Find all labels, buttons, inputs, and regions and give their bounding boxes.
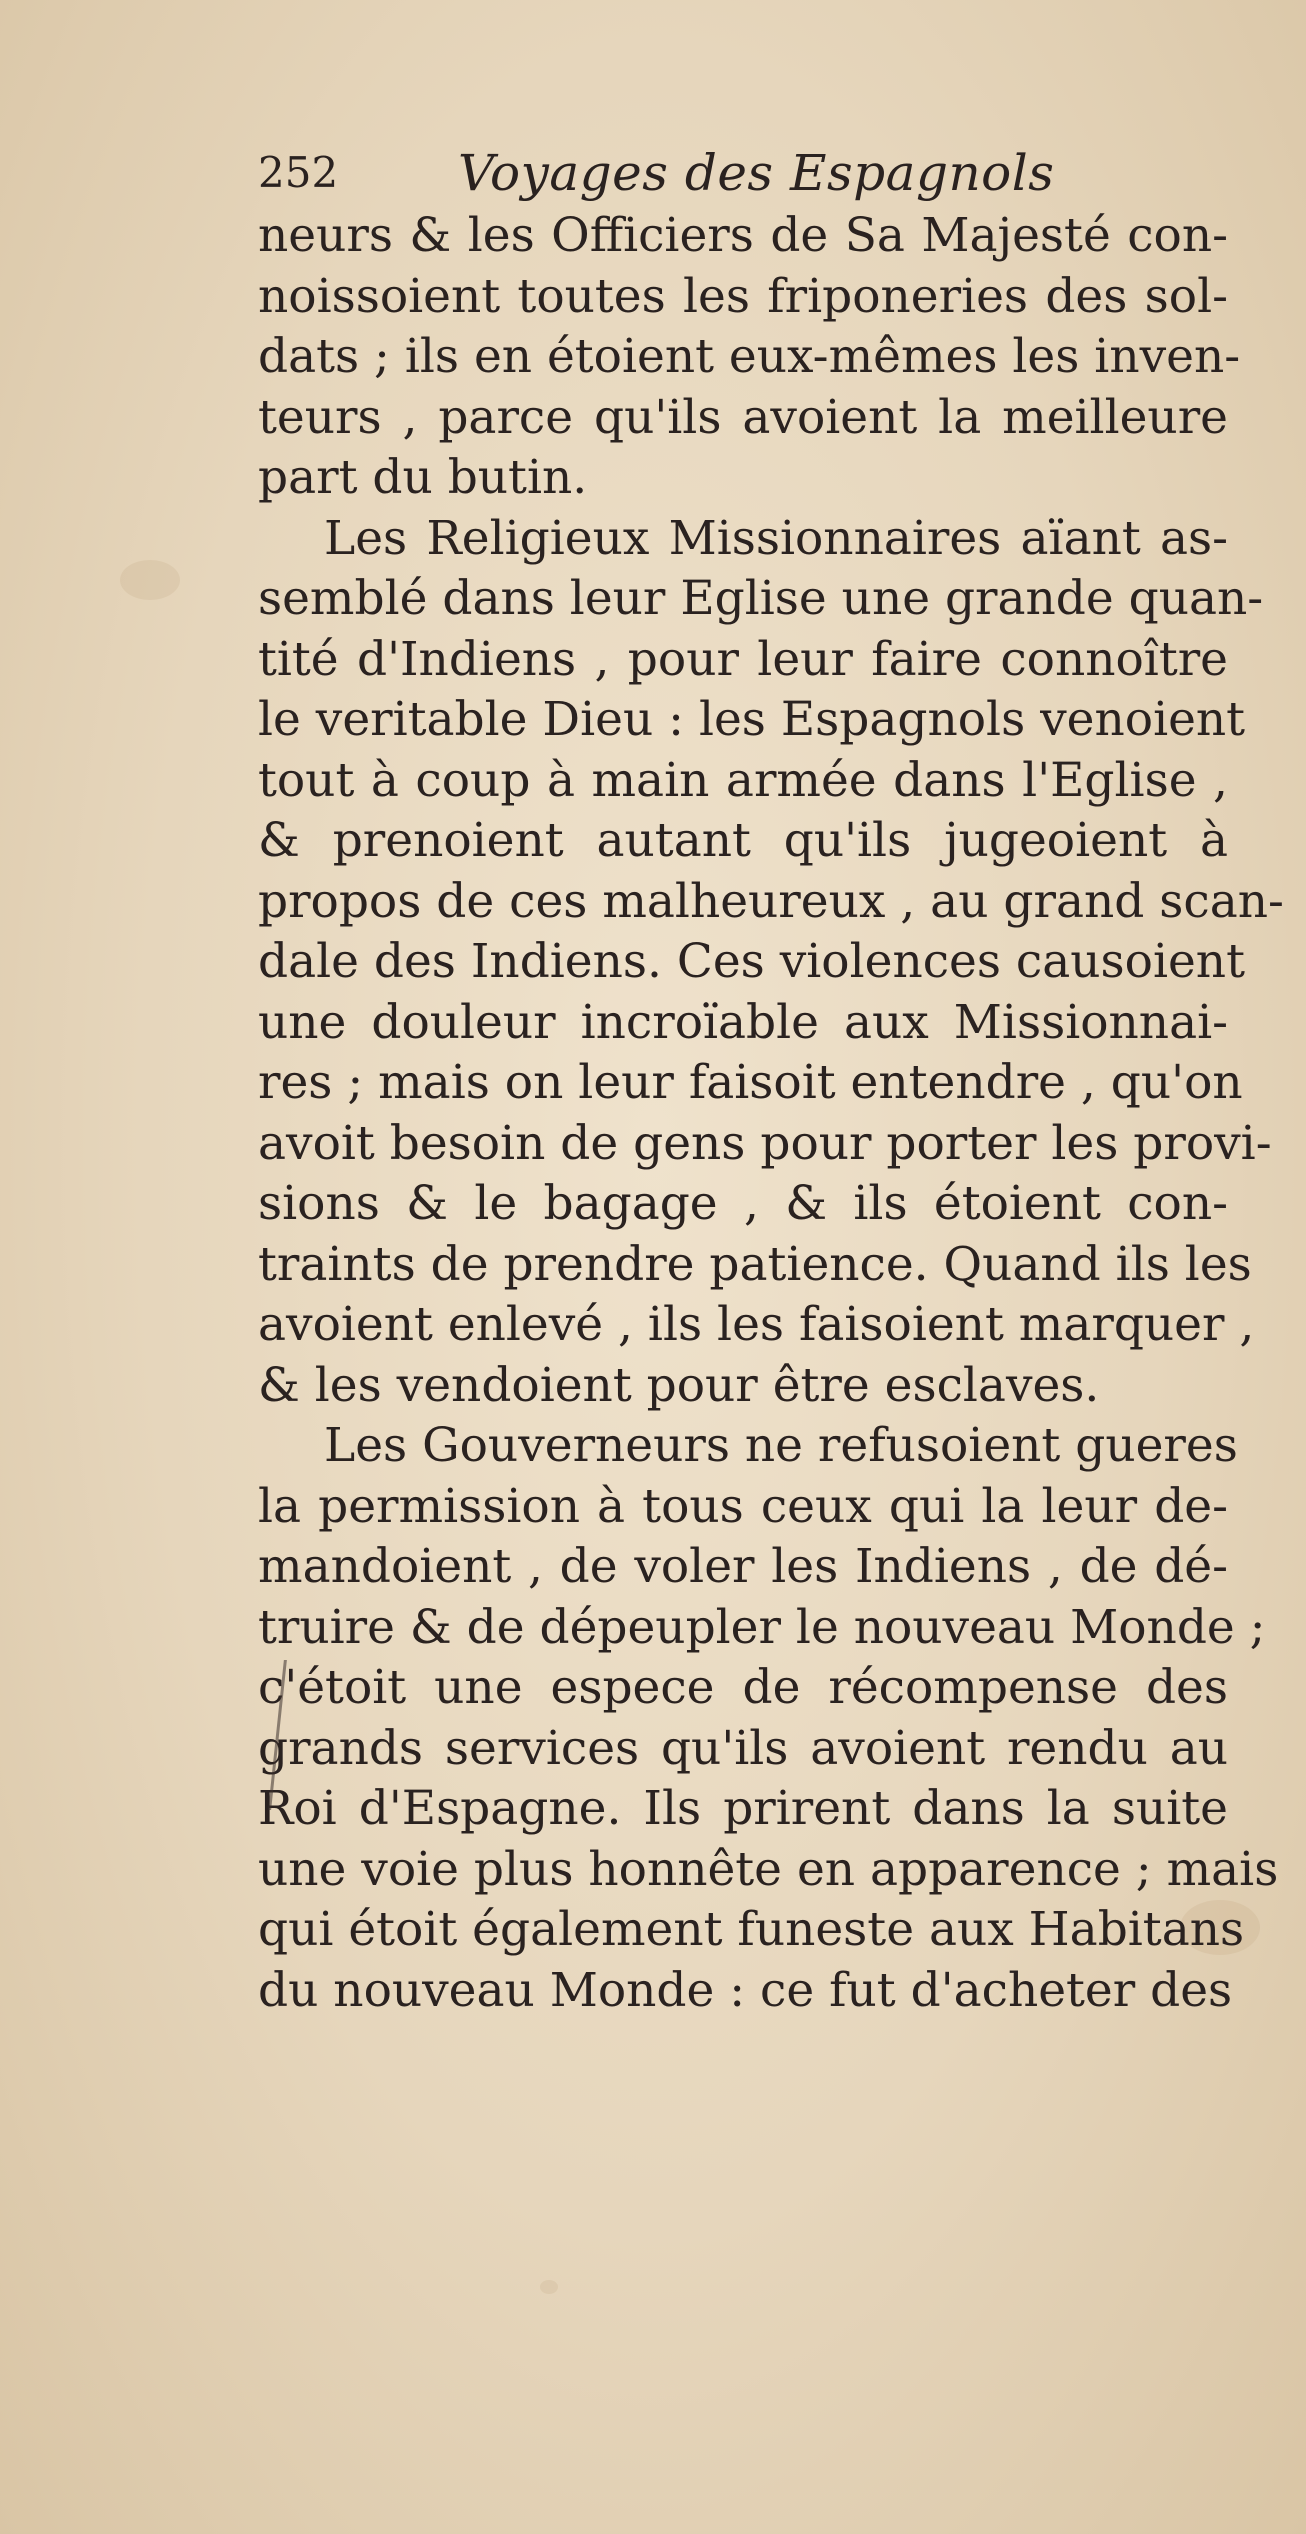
text-line: qui étoit également funeste aux Habitans bbox=[258, 1902, 1245, 1957]
text-line: & les vendoient pour être esclaves. bbox=[258, 1357, 1100, 1413]
text-line: tout à coup à main armée dans l'Eglise , bbox=[258, 752, 1228, 808]
text-line: une douleur incroïable aux Missionnai- bbox=[258, 994, 1228, 1050]
running-head-title: Voyages des Espagnols bbox=[458, 144, 1055, 202]
text-line: tité d'Indiens , pour leur faire connoître bbox=[258, 631, 1228, 687]
text-line: noissoient toutes les friponeries des sol- bbox=[258, 268, 1228, 324]
paragraph bbox=[258, 206, 1241, 509]
text-line: le veritable Dieu : les Espagnols venoient bbox=[258, 692, 1246, 747]
paper-stain bbox=[540, 2280, 558, 2294]
text-block bbox=[258, 140, 1284, 2021]
text-line: Roi d'Espagne. Ils prirent dans la suite bbox=[258, 1781, 1228, 1836]
paragraph bbox=[258, 509, 1284, 1417]
text-line: avoit besoin de gens pour porter les provi- bbox=[258, 1115, 1272, 1171]
text-line: Les Gouverneurs ne refusoient gueres bbox=[324, 1418, 1238, 1473]
text-line: c'étoit une espece de récompense des bbox=[258, 1660, 1228, 1715]
paragraph bbox=[258, 1416, 1279, 2021]
text-line: teurs , parce qu'ils avoient la meilleure bbox=[258, 389, 1228, 445]
text-line: & prenoient autant qu'ils jugeoient à bbox=[258, 813, 1228, 868]
text-line: semblé dans leur Eglise une grande quan- bbox=[258, 571, 1264, 626]
text-line: Les Religieux Missionnaires aïant as- bbox=[324, 510, 1228, 566]
text-line: sions & le bagage , & ils étoient con- bbox=[258, 1176, 1228, 1231]
text-line: traints de prendre patience. Quand ils les bbox=[258, 1236, 1252, 1292]
text-line: dale des Indiens. Ces violences causoient bbox=[258, 934, 1245, 989]
text-line: res ; mais on leur faisoit entendre , qu'on bbox=[258, 1055, 1243, 1110]
text-line: propos de ces malheureux , au grand scan- bbox=[258, 873, 1284, 929]
text-line: une voie plus honnête en apparence ; mais bbox=[258, 1841, 1279, 1897]
text-line: avoient enlevé , ils les faisoient marquer , bbox=[258, 1297, 1255, 1352]
running-head bbox=[258, 140, 1228, 206]
page-number: 252 bbox=[258, 148, 339, 197]
paper-stain bbox=[120, 560, 180, 600]
text-line: truire & de dépeupler le nouveau Monde ; bbox=[258, 1599, 1266, 1655]
text-line: du nouveau Monde : ce fut d'acheter des bbox=[258, 1962, 1233, 2018]
text-line: mandoient , de voler les Indiens , de dé- bbox=[258, 1539, 1228, 1594]
text-line: part du butin. bbox=[258, 450, 588, 505]
text-line: neurs & les Officiers de Sa Majesté con- bbox=[258, 208, 1228, 263]
text-line: la permission à tous ceux qui la leur de- bbox=[258, 1478, 1228, 1534]
text-line: grands services qu'ils avoient rendu au bbox=[258, 1720, 1228, 1776]
body-text bbox=[258, 206, 1284, 2021]
text-line: dats ; ils en étoient eux-mêmes les inven- bbox=[258, 329, 1241, 384]
